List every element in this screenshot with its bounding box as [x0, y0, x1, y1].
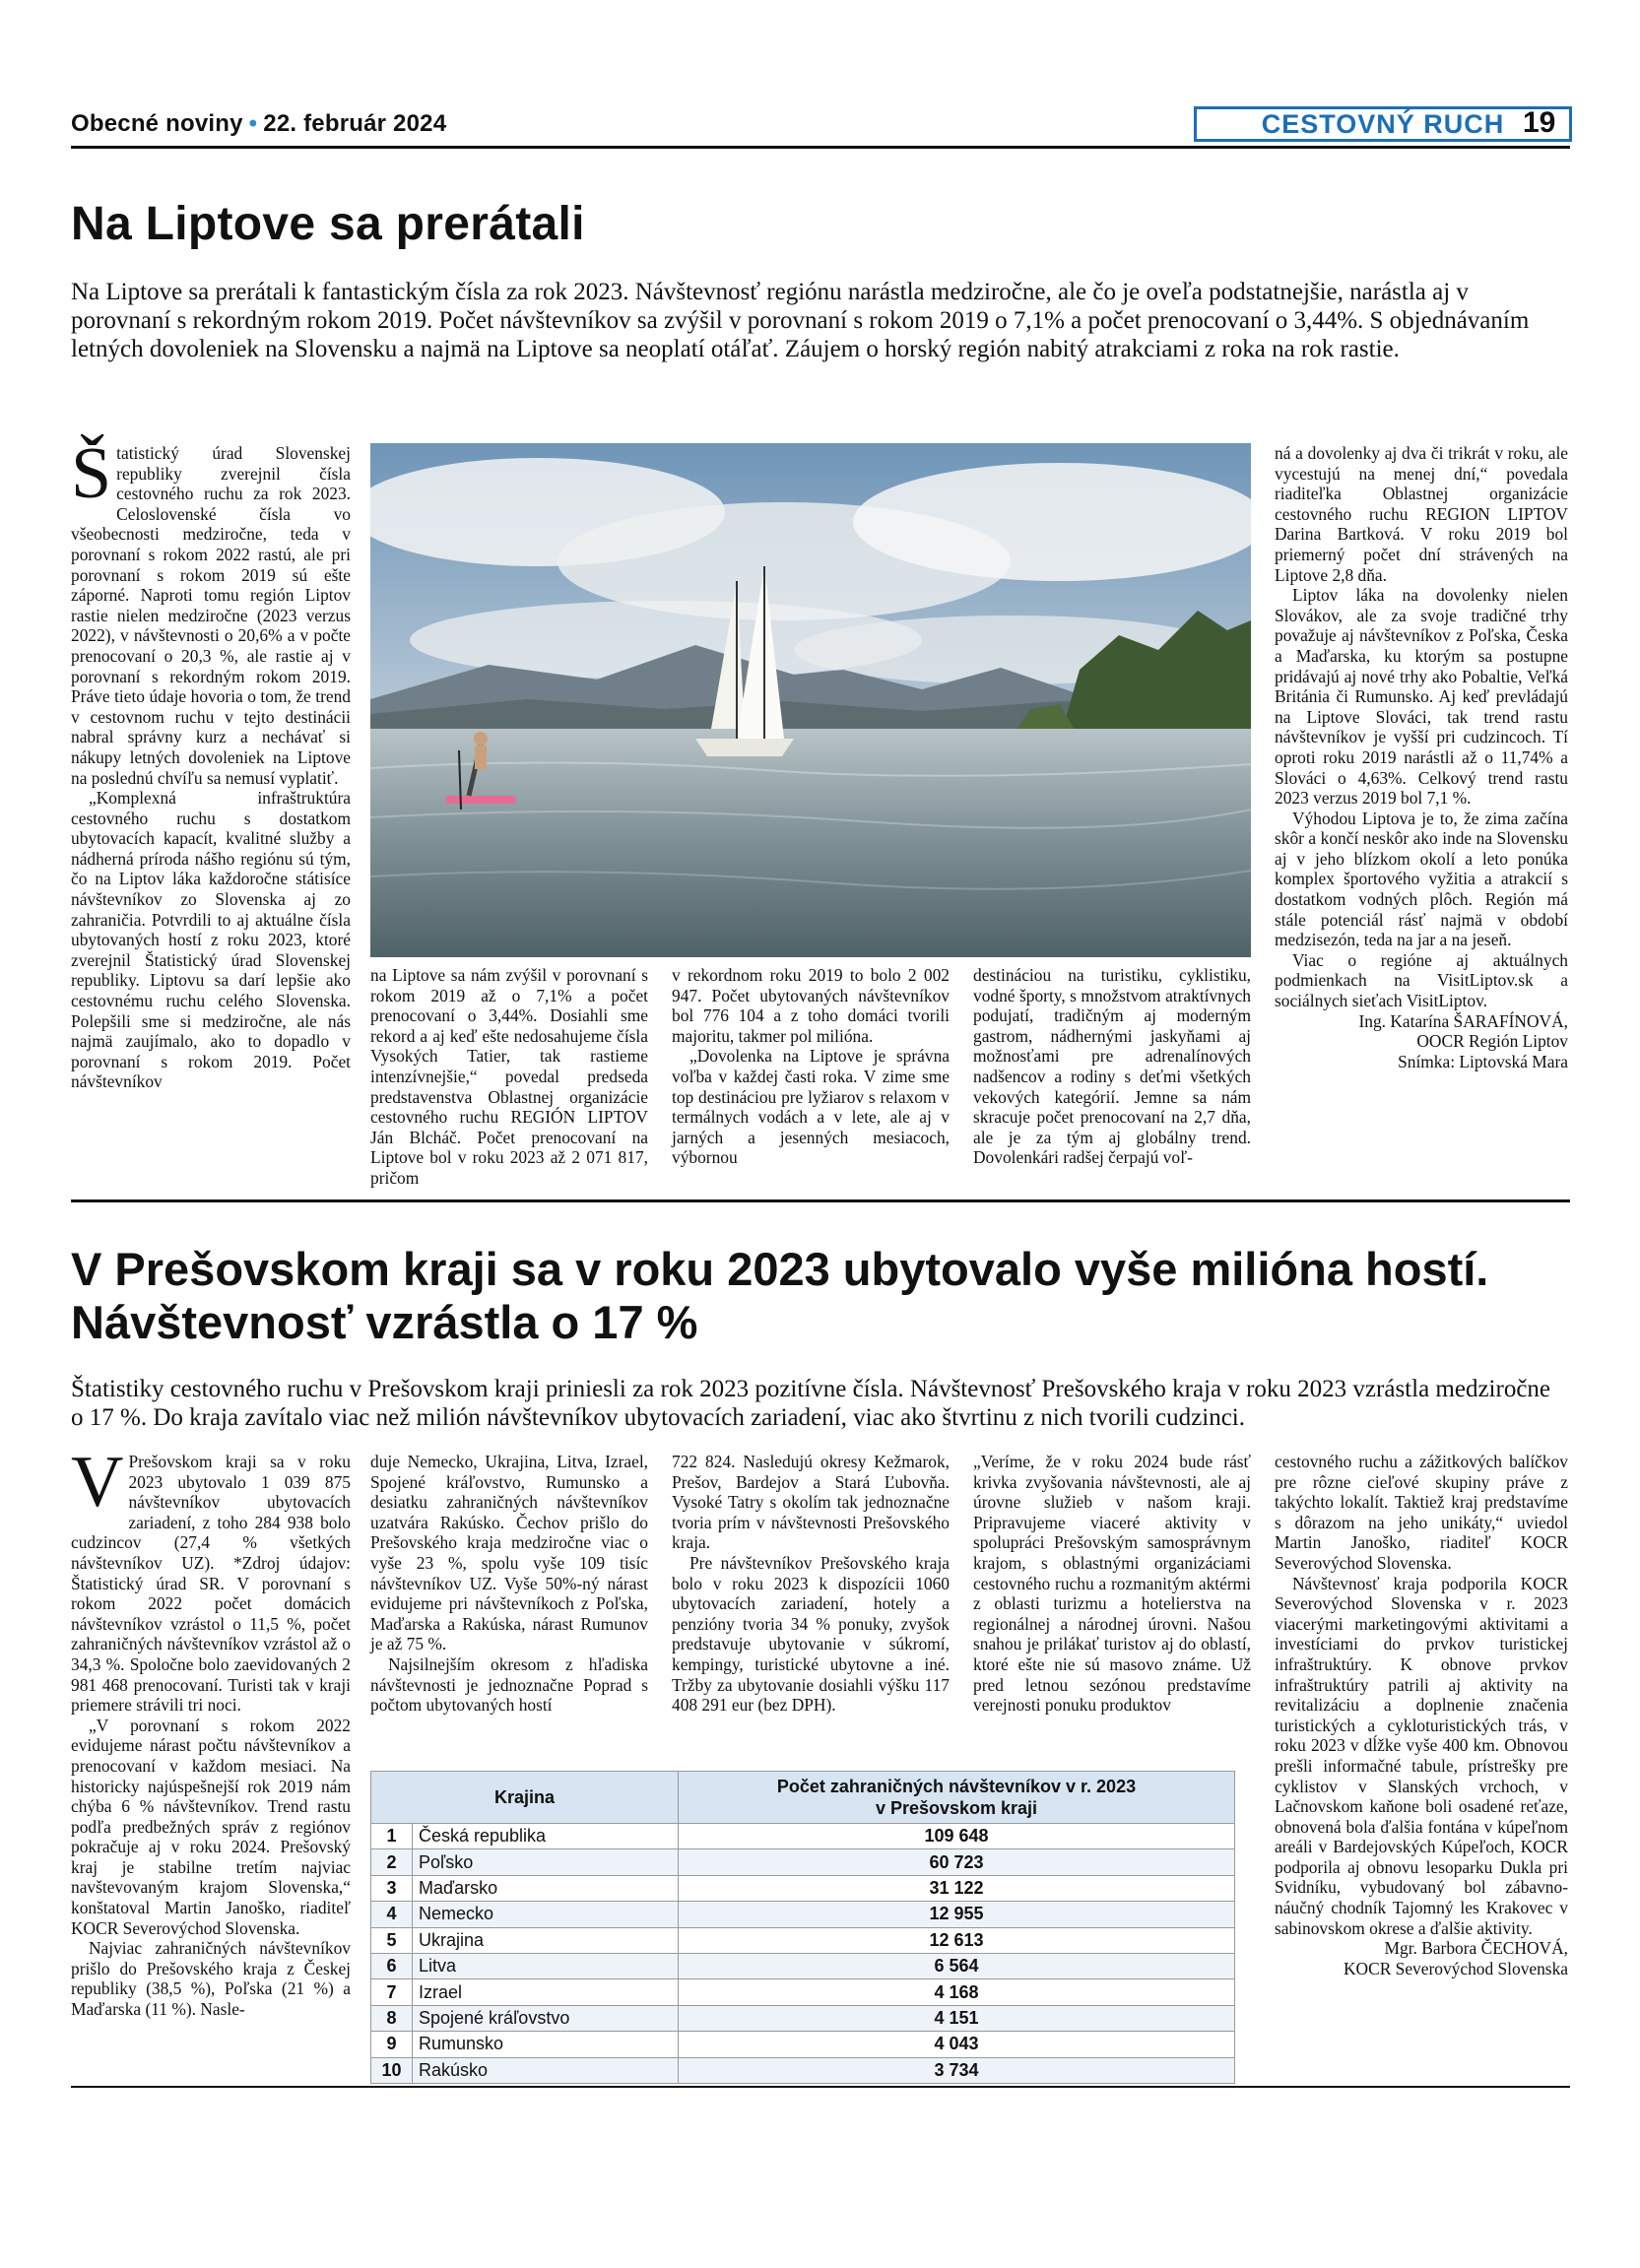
article2-col5-p1: cestovného ruchu a zážitkových balíčkov pre rôzne cieľové skupiny práve z takýchto lokalít. Taktiež kraj predstavíme s dôrazom na jeho unikáty,“ uviedol Martin Janoško, riaditeľ KOCR Severovýchod Slovenska. — [1275, 1452, 1568, 1573]
row-rank: 1 — [371, 1824, 413, 1849]
article2-lead: Štatistiky cestovného ruchu v Prešovskom kraji priniesli za rok 2023 pozitívne čísla. Návštevnosť Prešovského kraja v roku 2023 vzrástla medziročne o 17 %. Do kraja zavítalo viac než milión návštevníkov ubytovacích zariadení, viac ako štvrtinu z nich tvorili cudzinci. — [71, 1376, 1551, 1431]
article2-col2-p2: Najsilnejším okresom z hľadiska návštevnosti je jednoznačne Poprad s počtom ubytovaných hostí — [370, 1653, 648, 1716]
row-country: Izrael — [413, 1979, 679, 2005]
article1-col3-p1: v rekordnom roku 2019 to bolo 2 002 947. Počet ubytovaných návštevníkov bol 776 104 a z toho domáci tvorili majoritu, takmer pol milióna. — [672, 965, 950, 1046]
article2-title: V Prešovskom kraji sa v roku 2023 ubytovalo vyše milióna hostí. Návštevnosť vzrástla o 17 % — [71, 1243, 1489, 1348]
row-value: 4 151 — [679, 2005, 1235, 2031]
row-value: 109 648 — [679, 1824, 1235, 1849]
article1-column-1 — [71, 433, 351, 1092]
masthead-left — [71, 110, 446, 138]
article1-column-2 — [370, 965, 648, 1189]
row-country: Poľsko — [413, 1849, 679, 1875]
article1-column-3 — [672, 965, 950, 1168]
table-row — [371, 1979, 1235, 2005]
table-header-country: Krajina — [371, 1772, 679, 1824]
row-rank: 6 — [371, 1953, 413, 1978]
table-row — [371, 1849, 1235, 1875]
separator-dot: • — [248, 110, 258, 137]
article2-col4-p1: „Veríme, že v roku 2024 bude rásť krivka zvyšovania návštevnosti, ale aj úrovne služieb v našom kraji. Pripravujeme viaceré aktivity v spolupráci Prešovským samosprávnym krajom, s oblastnými organizáciami cestovného ruchu a rozmanitým aktérmi z oblasti turizmu a hotelierstva na regionálnej a národnej úrovni. Našou snahou je prilákať turistov aj do oblastí, ktoré ešte nie sú masovo známe. Už pred letnou sezónou predstavíme verejnosti ponuku produktov — [973, 1452, 1251, 1716]
article1-column-5 — [1275, 443, 1568, 1071]
article2-col3-p1: 722 824. Nasledujú okresy Kežmarok, Prešov, Bardejov a Stará Ľubovňa. Vysoké Tatry s okolím tak jednoznačne tvoria prím v návštevnosti Prešovského kraja. — [672, 1452, 950, 1553]
lake-photo — [370, 443, 1251, 957]
article1-col1-p1: tatistický úrad Slovenskej republiky zverejnil čísla cestovného ruchu za rok 2023. Celoslovenské čísla vo všeobecnosti medziročne, teda v porovnaní s rokom 2022 rastú, ale pri porovnaní s rokom 2019 sú ešte záporné. Naproti tomu región Liptov rastie nielen medziročne (2023 verzus 2022), v návštevnosti o 20,6% a v počte prenocovaní o 20,3 %, ale rastie aj v porovnaní s rekordným rokom 2019. Práve tieto údaje hovoria o tom, že trend v cestovnom ruchu v tejto destinácii nabral správny kurz a nechávať si nákupy letných dovoleniek na Liptove na poslednú chvíľu sa nemusí vyplatiť. — [71, 443, 351, 788]
row-country: Ukrajina — [413, 1927, 679, 1953]
article2-organization: KOCR Severovýchod Slovenska — [1344, 1958, 1568, 1978]
visitors-table — [370, 1771, 1235, 2084]
row-rank: 2 — [371, 1849, 413, 1875]
article2-col1-p2: „V porovnaní s rokom 2022 evidujeme nárast počtu návštevníkov a prenocovaní v každom mesiaci. Na historicky najúspešnejší rok 2019 nám chýba 6 % návštevníkov. Trend rastu podľa predbežných správ z regiónov pokračuje aj v roku 2024. Prešovský kraj je stabilne tretím najviac navštevovaným krajom Slovenska,“ konštatoval Martin Janoško, riaditeľ KOCR Severovýchod Slovenska. — [71, 1715, 351, 1938]
top-rule — [71, 146, 1570, 149]
row-rank: 9 — [371, 2032, 413, 2057]
row-rank: 3 — [371, 1875, 413, 1901]
row-country: Rumunsko — [413, 2032, 679, 2057]
table-header-value-line1: Počet zahraničných návštevníkov v r. 2023 — [776, 1777, 1137, 1796]
row-value: 4 168 — [679, 1979, 1235, 2005]
row-value: 6 564 — [679, 1953, 1235, 1978]
table-row — [371, 1927, 1235, 1953]
bottom-rule — [71, 2086, 1570, 2088]
row-country: Maďarsko — [413, 1875, 679, 1901]
row-value: 3 734 — [679, 2057, 1235, 2083]
row-country: Spojené kráľovstvo — [413, 2005, 679, 2031]
article1-lead: Na Liptove sa prerátali k fantastickým čísla za rok 2023. Návštevnosť regiónu narástla medziročne, ale čo je oveľa podstatnejšie, narástla aj v porovnaní s rekordným rokom 2019. Počet návštevníkov sa zvýšil v porovnaní s rokom 2019 o 7,1% a počet prenocovaní o 3,44%. S objednávaním letných dovoleniek na Slovensku a najmä na Liptove sa neoplatí otáľať. Záujem o horský región nabitý atrakciami z roka na rok rastie. — [71, 279, 1530, 362]
article1-col5-p1: ná a dovolenky aj dva či trikrát v roku, ale vycestujú na menej dní,“ povedala riaditeľka Oblastnej organizácie cestovného ruchu REGION LIPTOV Darina Bartková. V roku 2019 bol priemerný počet dní strávených na Liptove 2,8 dňa. — [1275, 443, 1568, 585]
article1-organization: OOCR Región Liptov — [1416, 1031, 1568, 1052]
row-value: 4 043 — [679, 2032, 1235, 2057]
table-row — [371, 1953, 1235, 1978]
page-number: 19 — [1523, 106, 1556, 139]
article1-title: Na Liptove sa prerátali — [71, 198, 585, 250]
article1-author: Ing. Katarína ŠARAFÍNOVÁ, — [1358, 1010, 1568, 1031]
row-country: Nemecko — [413, 1902, 679, 1927]
row-country: Litva — [413, 1953, 679, 1978]
row-value: 12 955 — [679, 1902, 1235, 1927]
article2-column-1 — [71, 1442, 351, 2020]
article2-col3-p2: Pre návštevníkov Prešovského kraja bolo v roku 2023 k dispozícii 1060 ubytovacích zariadení, hotely a penzióny tvoria 34 % ponuky, zvyšok predstavuje ubytovanie v súkromí, kempingy, turistické ubytovne a iné. Tržby za ubytovanie dosiahli výšku 117 408 291 eur (bez DPH). — [672, 1552, 950, 1716]
issue-date: 22. február 2024 — [263, 110, 447, 137]
article2-column-3 — [672, 1452, 950, 1716]
article1-column-4 — [973, 965, 1251, 1168]
article2-column-5 — [1275, 1452, 1568, 1978]
article1-col1-p2: „Komplexná infraštruktúra cestovného ruchu s dostatkom ubytovacích kapacít, kvalitné služby a nádherná príroda nášho regiónu sú tým, čo na Liptov láka každoročne státisíce návštevníkov zo Slovenska aj zo zahraničia. Potvrdili to aj aktuálne čísla ubytovaných hostí z roku 2023, ktoré zverejnil Štatistický úrad Slovenskej republiky. Liptovu sa darí lepšie ako cestovnému ruchu celého Slovenska. Polepšili sme si medziročne, ale nás najmä zaujímalo, ako to dopadlo v porovnaní s rokom 2019. Počet návštevníkov — [71, 788, 351, 1092]
article1-dropcap: Š — [71, 433, 112, 514]
article2-column-2 — [370, 1452, 648, 1716]
table-header-value-line2: v Prešovskom kraji — [875, 1798, 1038, 1818]
article1-col5-p2: Liptov láka na dovolenky nielen Slovákov, ale za svoje tradičné trhy považuje aj návštevníkov z Poľska, Česka a Maďarska, ku ktorým sa postupne pridávajú aj nové trhy ako Pobaltie, Veľká Británia či Rumunsko. Aj keď prevládajú na Liptove Slováci, tak trend rastu návštevníkov je vyšší pri cudzincoch. Tí oproti roku 2019 narástli až o 11,74% a Slováci o 4,63%. Celkový trend rastu 2023 verzus 2019 bol 7,1 %. — [1275, 585, 1568, 809]
article2-column-4 — [973, 1452, 1251, 1716]
table-row — [371, 2032, 1235, 2057]
row-value: 60 723 — [679, 1849, 1235, 1875]
article1-col5-p3: Výhodou Liptova je to, že zima začína skôr a končí neskôr ako inde na Slovensku aj v jeho blízkom okolí a leto ponúka komplex športového vyžitia a atrakcií s dostatkom vodných plôch. Región má stále potenciál rásť najmä v období medzisezón, teda na jar a na jeseň. — [1275, 808, 1568, 950]
article1-col3-p2: „Dovolenka na Liptove je správna voľba v každej časti roka. V zime sme top destináciou pre lyžiarov s relaxom v termálnych vodách a v lete, ale aj v jarných a jesenných mesiacoch, výbornou — [672, 1046, 950, 1168]
article1-col5-p4: Viac o regióne aj aktuálnych podmienkach na VisitLiptov.sk a sociálnych sieťach VisitLiptov. — [1275, 949, 1568, 1011]
article2-dropcap: V — [71, 1442, 124, 1523]
row-country: Rakúsko — [413, 2057, 679, 2083]
article2-col1-p3: Najviac zahraničných návštevníkov prišlo do Prešovského kraja z Českej republiky (38,5 %), Poľska (21 %) a Maďarska (11 %). Nasle- — [71, 1938, 351, 2020]
table-row — [371, 1902, 1235, 1927]
article2-author: Mgr. Barbora ČECHOVÁ, — [1384, 1938, 1568, 1959]
table-row — [371, 1875, 1235, 1901]
row-value: 31 122 — [679, 1875, 1235, 1901]
table-row — [371, 2005, 1235, 2031]
row-rank: 7 — [371, 1979, 413, 2005]
section-label: CESTOVNÝ RUCH — [1194, 106, 1572, 142]
row-country: Česká republika — [413, 1824, 679, 1849]
lake-photo-image — [370, 443, 1251, 957]
table-header-value — [679, 1772, 1235, 1824]
table-header-row — [371, 1772, 1235, 1824]
table-row — [371, 1824, 1235, 1849]
table-row — [371, 2057, 1235, 2083]
masthead — [71, 106, 1568, 146]
article2-col5-p2: Návštevnosť kraja podporila KOCR Severovýchod Slovenska v r. 2023 viacerými marketingovými aktivitami a investíciami do prvkov turistickej infraštruktúry. K obnove prvkov infraštruktúry patrili aj aktivity na revitalizáciu a doplnenie značenia turistických a cykloturistických trás, v roku 2023 v dĺžke vyše 400 km. Obnovou prešli informačné tabule, prístrešky pre cyklistov v Slanských vrchoch, v Lačnovskom kaňone boli osadené reťaze, obnovená bola ďalšia fontána v kúpeľnom areáli v Bardejovských Kúpeľoch, KOCR podporila aj obnovu lesoparku Dukla pri Svidníku, vybudovaný bol zábavno-náučný chodník Tajomný les Krakovec v sabinovskom okrese a ďalšie aktivity. — [1275, 1573, 1568, 1938]
row-rank: 8 — [371, 2005, 413, 2031]
row-rank: 5 — [371, 1927, 413, 1953]
article2-col2-p1: duje Nemecko, Ukrajina, Litva, Izrael, Spojené kráľovstvo, Rumunsko a desiatku zahraničných návštevníkov uzatvára Rakúsko. Čechov prišlo do Prešovského kraja medziročne viac o vyše 23 %, spolu vyše 109 tisíc návštevníkov UZ. Vyše 50%-ný nárast evidujeme pri návštevníkoch z Poľska, Maďarska a Rakúska, nárast Rumunov je až 75 %. — [370, 1452, 648, 1654]
middle-rule — [71, 1199, 1570, 1202]
row-rank: 10 — [371, 2057, 413, 2083]
row-rank: 4 — [371, 1902, 413, 1927]
paper-name: Obecné noviny — [71, 110, 243, 137]
row-value: 12 613 — [679, 1927, 1235, 1953]
article1-col2-p1: na Liptove sa nám zvýšil v porovnaní s rokom 2019 až o 7,1% a počet prenocovaní o 3,44%. Dosiahli sme rekord a aj keď ešte nedosahujeme čísla Vysokých Tatier, tak rastieme intenzívnejšie,“ povedal predseda predstavenstva Oblastnej organizácie cestovného ruchu REGIÓN LIPTOV Ján Blcháč. Počet prenocovaní na Liptove bol v roku 2023 až 2 071 817, pričom — [370, 965, 648, 1188]
article1-photo-credit: Snímka: Liptovská Mara — [1398, 1051, 1568, 1071]
article2-col1-p1: Prešovskom kraji sa v roku 2023 ubytovalo 1 039 875 návštevníkov ubytovacích zariadení, z toho 284 938 bolo cudzincov (27,4 % všetkých návštevníkov UZ). *Zdroj údajov: Štatistický úrad SR. V porovnaní s rokom 2022 počet domácich návštevníkov vzrástol o 11,5 %, počet zahraničných návštevníkov vzrástol až o 34,3 %. Spoločne bolo zaevidovaných 2 981 468 prenocovaní. Turisti tak v kraji priemere strávili tri noci. — [71, 1452, 351, 1716]
article1-col4-p1: destináciou na turistiku, cyklistiku, vodné športy, s množstvom atraktívnych podujatí, tradičným aj moderným gastrom, nádhernými jaskyňami aj možnosťami pre adrenalínových nadšencov a rodiny s deťmi všetkých vekových kategórií. Jemne sa nám skracuje počet prenocovaní na 2,7 dňa, ale je za tým aj globálny trend. Dovolenkári radšej čerpajú voľ- — [973, 965, 1251, 1168]
